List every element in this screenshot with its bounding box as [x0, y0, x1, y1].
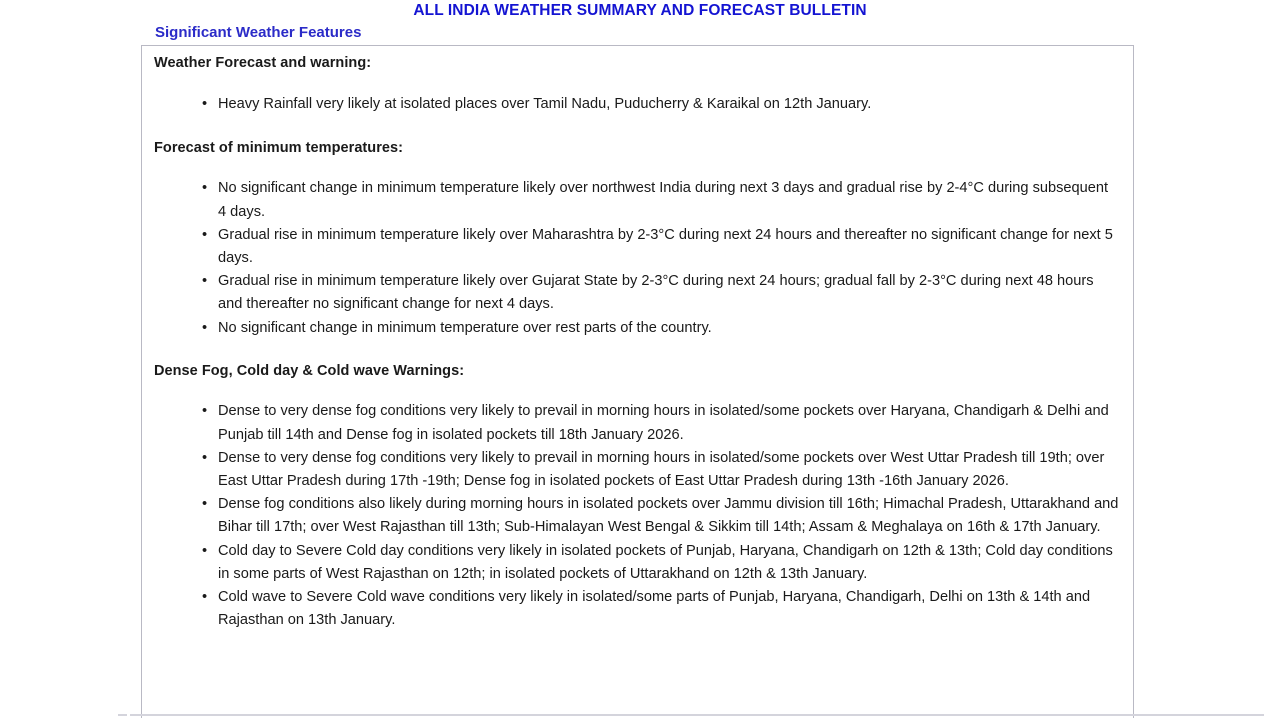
bullet-list-fog-cold-warnings — [154, 381, 1119, 632]
bullet-list-weather-forecast — [154, 74, 1119, 116]
significant-weather-features-title: Significant Weather Features — [155, 24, 362, 41]
list-item: • Heavy Rainfall very likely at isolated places over Tamil Nadu, Puducherry & Karaikal on 12th January. — [154, 93, 1119, 116]
list-item: • Dense fog conditions also likely during morning hours in isolated pockets over Jammu division till 16th; Himachal Pradesh, Uttarakhand and Bihar till 17th; over West Rajasthan till 13th; Sub-Himalayan West Bengal & Sikkim till 14th; Assam & Meghalaya on 16th & 17th January. — [154, 493, 1119, 539]
list-item: • No significant change in minimum temperature likely over northwest India during next 3 days and gradual rise by 2-4°C during subsequent 4 days. — [154, 177, 1119, 223]
bullet-list-minimum-temperatures — [154, 158, 1119, 339]
list-item: • Gradual rise in minimum temperature likely over Gujarat State by 2-3°C during next 24 hours; gradual fall by 2-3°C during next 48 hours and thereafter no significant change for next 4 days. — [154, 270, 1119, 316]
page-left-edge-gap — [127, 714, 130, 720]
list-item: • Gradual rise in minimum temperature likely over Maharashtra by 2-3°C during next 24 hours and thereafter no significant change for next 5 days. — [154, 224, 1119, 270]
list-item: • No significant change in minimum temperature over rest parts of the country. — [154, 317, 1119, 340]
list-item: • Dense to very dense fog conditions very likely to prevail in morning hours in isolated/some pockets over Haryana, Chandigarh & Delhi and Punjab till 14th and Dense fog in isolated pockets till 18th January 2026. — [154, 400, 1119, 446]
list-item: • Cold day to Severe Cold day conditions very likely in isolated pockets of Punjab, Haryana, Chandigarh on 12th & 13th; Cold day conditions in some parts of West Rajasthan on 12th; in isolated pockets of Uttarakhand on 12th & 13th January. — [154, 540, 1119, 586]
bulletin-content-box — [141, 45, 1134, 718]
heading-weather-forecast-and-warning: Weather Forecast and warning: — [154, 55, 372, 71]
page-bottom-divider — [118, 714, 1264, 716]
bulletin-content-inner — [142, 46, 1133, 632]
bulletin-title: ALL INDIA WEATHER SUMMARY AND FORECAST BULLETIN — [413, 2, 867, 19]
list-item: • Dense to very dense fog conditions very likely to prevail in morning hours in isolated/some pockets over West Uttar Pradesh till 19th; over East Uttar Pradesh during 17th -19th; Dense fog in isolated pockets of East Uttar Pradesh during 13th -16th January 2026. — [154, 447, 1119, 493]
list-item: • Cold wave to Severe Cold wave conditions very likely in isolated/some parts of Punjab, Haryana, Chandigarh, Delhi on 13th & 14th and Rajasthan on 13th January. — [154, 586, 1119, 632]
heading-dense-fog-cold-day-cold-wave-warnings: Dense Fog, Cold day & Cold wave Warnings: — [154, 362, 465, 379]
heading-forecast-of-minimum-temperatures: Forecast of minimum temperatures: — [154, 139, 404, 156]
